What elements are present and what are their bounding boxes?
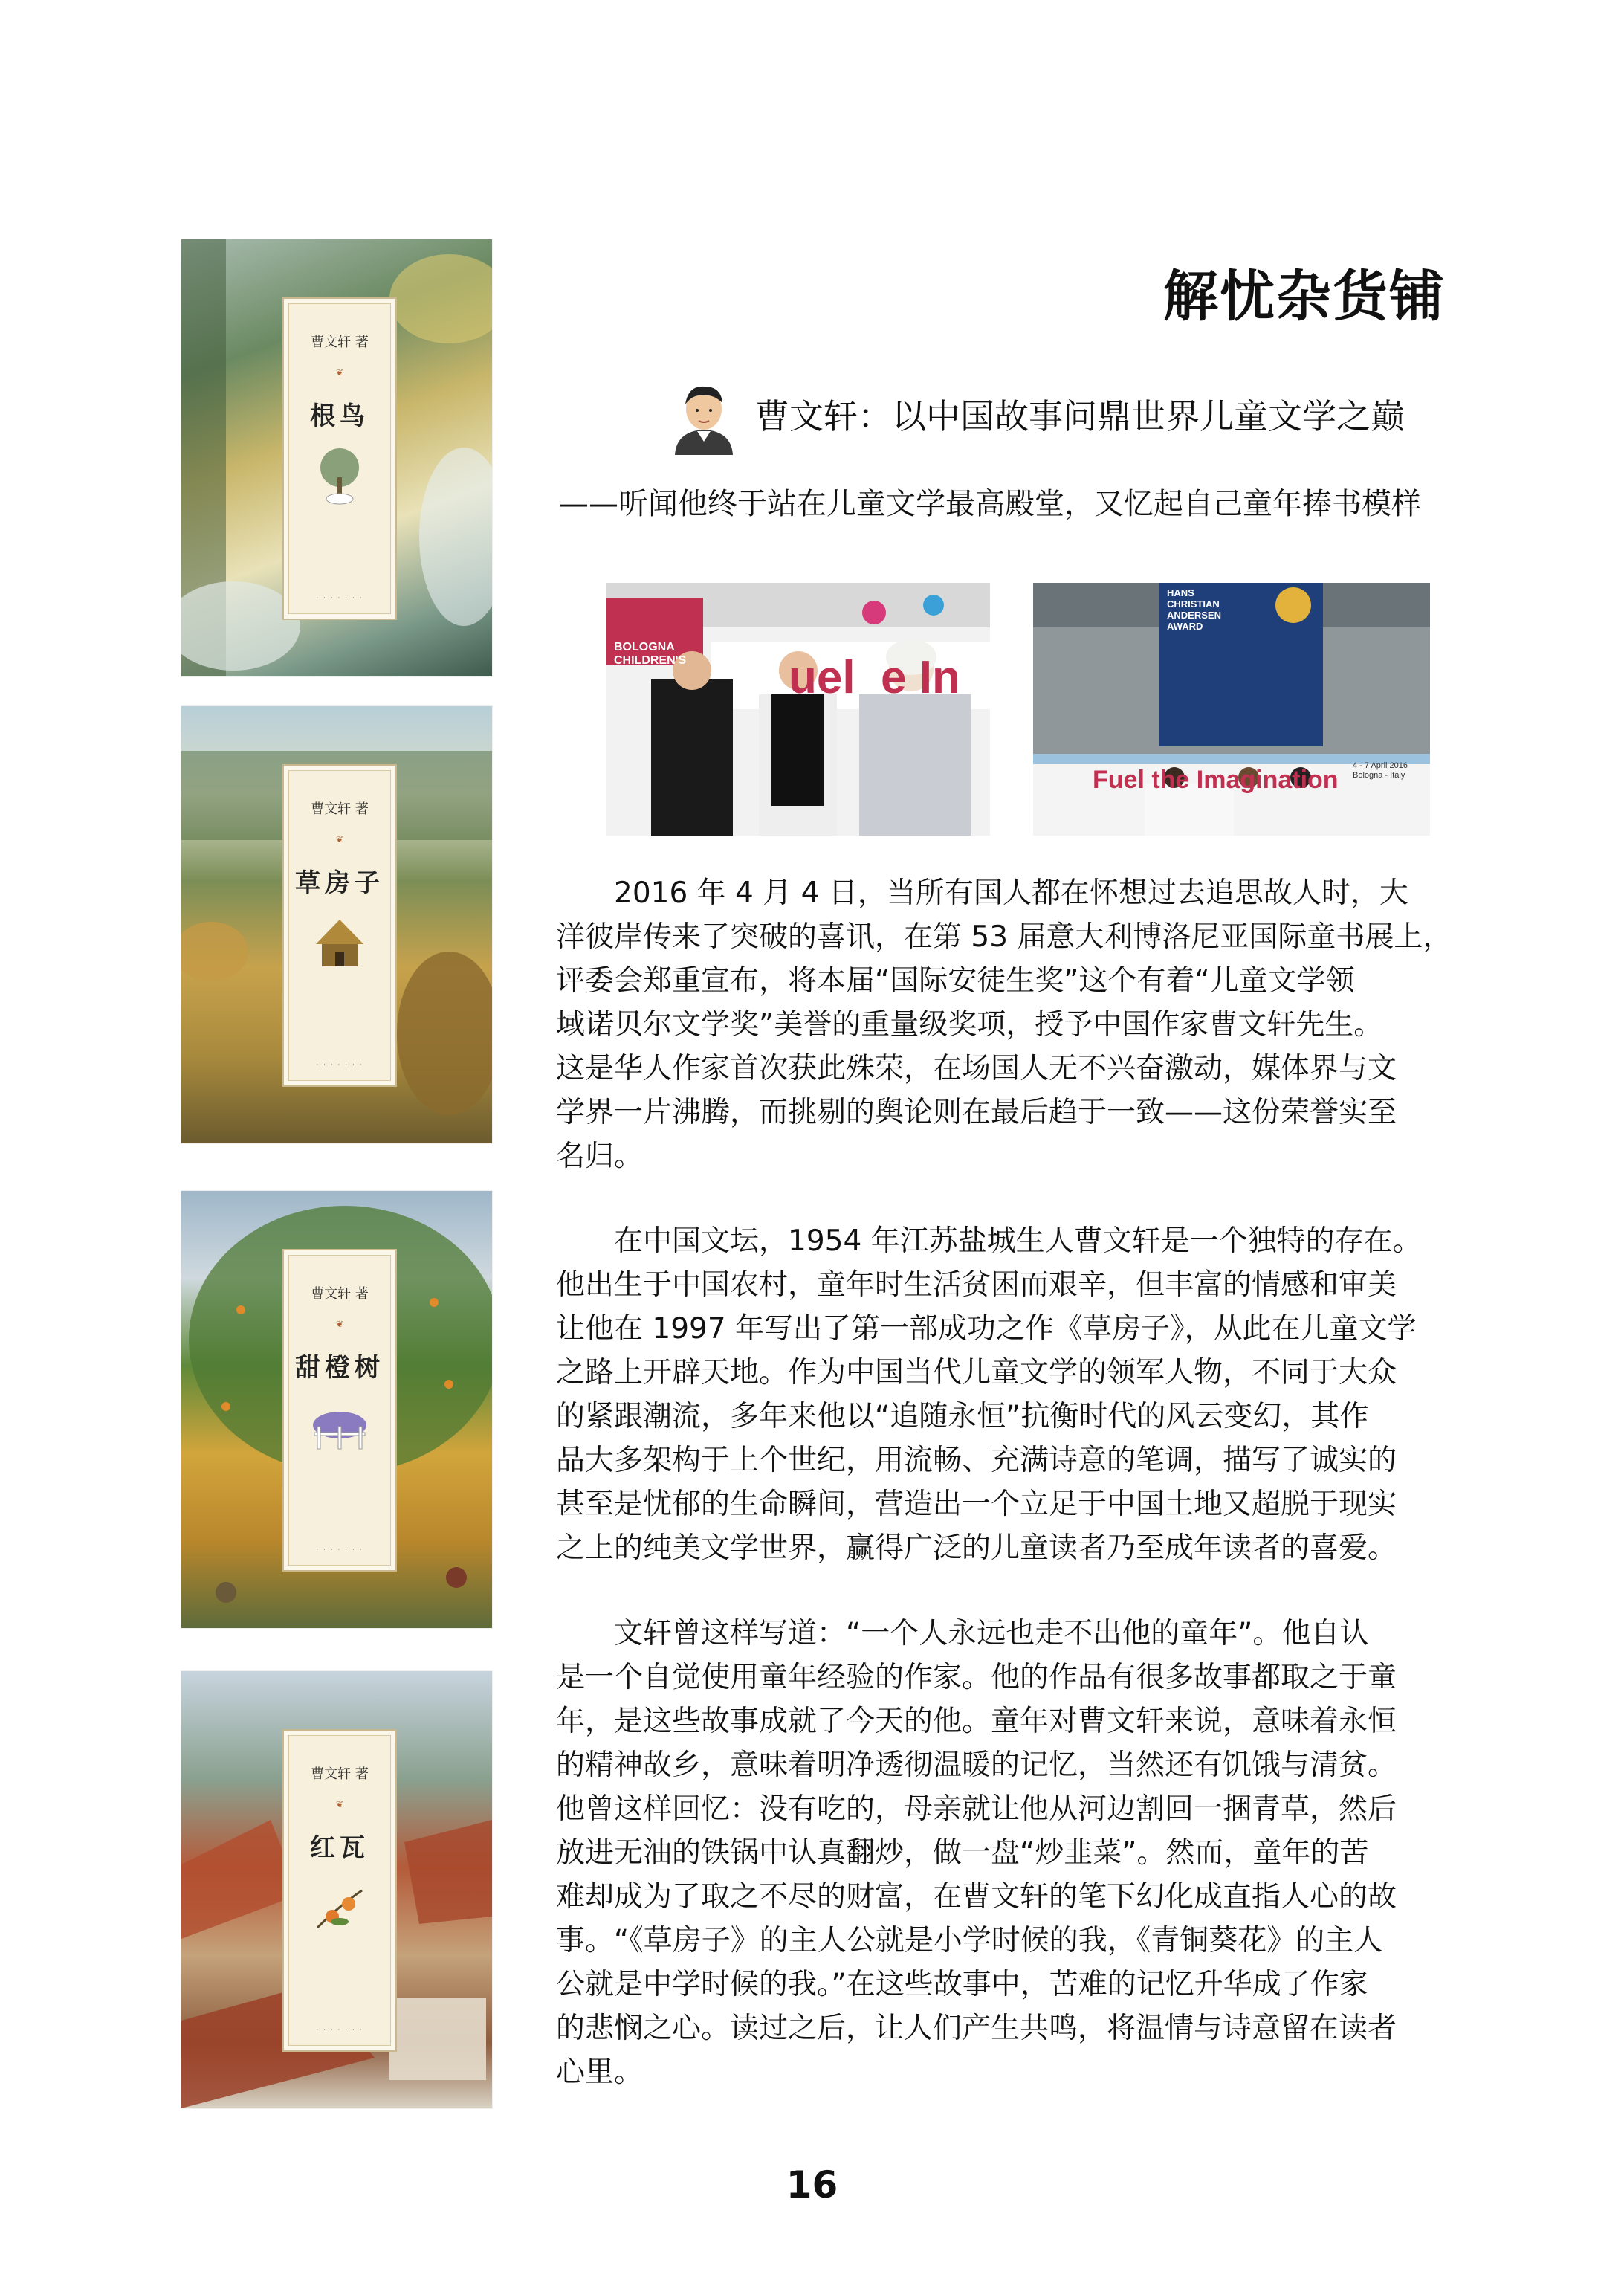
- text-line: 的悲悯之心。读过之后，让人们产生共鸣，将温情与诗意留在读者: [556, 2012, 1397, 2045]
- page-heading: 解忧杂货铺: [1163, 265, 1446, 329]
- publisher-mark: · · · · · · ·: [316, 1546, 363, 1554]
- cover-panel: [282, 297, 397, 620]
- text-line: 的精神故乡，意味着明净透彻温暖的记忆，当然还有饥饿与清贫。: [556, 1748, 1397, 1782]
- book-cover-cao-fang-zi: [181, 706, 492, 1143]
- page-number: 16: [786, 2163, 838, 2206]
- paragraph-3: [556, 1612, 1470, 2094]
- text-line: 品大多架构于上个世纪，用流畅、充满诗意的笔调，描写了诚实的: [556, 1444, 1397, 1477]
- text-line: 年，是这些故事成就了今天的他。童年对曹文轩来说，意味着永恒: [556, 1705, 1397, 1738]
- text-line: 放进无油的铁锅中认真翻炒，做一盘“炒韭菜”。然而，童年的苦: [556, 1836, 1369, 1870]
- text-line: 公就是中学时候的我。”在这些故事中，苦难的记忆升华成了作家: [556, 1968, 1368, 2001]
- photo-award-ceremony: [606, 583, 990, 836]
- publisher-mark: · · · · · · ·: [316, 1062, 363, 1069]
- place-line: Bologna - Italy: [1353, 771, 1405, 780]
- book-title: 红瓦: [310, 1833, 369, 1863]
- book-author: 曹文轩 著: [311, 1286, 369, 1302]
- text-line: 是一个自觉使用童年经验的作家。他的作品有很多故事都取之于童: [556, 1661, 1397, 1694]
- persimmon-branch-icon: [310, 1876, 369, 1943]
- book-title: 甜橙树: [295, 1353, 384, 1383]
- grass-hut-icon: [310, 911, 369, 978]
- book-cover-hong-wa: [181, 1671, 492, 2108]
- text-line: 事。“《草房子》的主人公就是小学时候的我，《青铜葵花》的主人: [556, 1924, 1383, 1957]
- stage-banner: Fuel the Imagination: [1093, 766, 1339, 794]
- text-line: 他出生于中国农村，童年时生活贫困而艰辛，但丰富的情感和审美: [556, 1268, 1397, 1302]
- text-line: 这是华人作家首次获此殊荣，在场国人无不兴奋激动，媒体界与文: [556, 1052, 1397, 1085]
- date-line: 4 - 7 April 2016: [1353, 761, 1408, 770]
- book-author: 曹文轩 著: [311, 1766, 369, 1782]
- article-subtitle: ——听闻他终于站在儿童文学最高殿堂，又忆起自己童年捧书模样: [559, 487, 1421, 521]
- fair-sign: BOLOGNA CHILDREN'S: [614, 641, 687, 667]
- cover-panel: [282, 1729, 397, 2052]
- award-line: HANS: [1167, 587, 1194, 598]
- ornament-icon: ❦: [335, 367, 344, 378]
- author-portrait: [669, 378, 739, 455]
- paragraph-1: [556, 871, 1470, 1178]
- stage-date: [1353, 761, 1408, 781]
- photo-illustration: [1033, 583, 1430, 836]
- photo-award-stage: [1033, 583, 1430, 836]
- book-title: 根鸟: [310, 401, 369, 431]
- photo-illustration: [606, 583, 990, 836]
- text-line: 他曾这样回忆：没有吃的，母亲就让他从河边割回一捆青草，然后: [556, 1792, 1397, 1826]
- publisher-mark: · · · · · · ·: [316, 595, 363, 602]
- text-line: 学界一片沸腾，而挑剔的舆论则在最后趋于一致——这份荣誉实至: [556, 1096, 1397, 1129]
- book-cover-gen-niao: [181, 239, 492, 676]
- text-line: 洋彼岸传来了突破的喜讯，在第 53 届意大利博洛尼亚国际童书展上，: [556, 920, 1452, 954]
- text-line: 的紧跟潮流，多年来他以“追随永恒”抗衡时代的风云变幻，其作: [556, 1400, 1369, 1433]
- book-title: 草房子: [295, 868, 384, 898]
- fair-banner: uel e In: [789, 652, 960, 703]
- text-line: 之路上开辟天地。作为中国当代儿童文学的领军人物，不同于大众: [556, 1356, 1397, 1389]
- text-line: 评委会郑重宣布，将本届“国际安徒生奖”这个有着“儿童文学领: [556, 964, 1355, 998]
- text-line: 甚至是忧郁的生命瞬间，营造出一个立足于中国土地又超脱于现实: [556, 1488, 1397, 1521]
- ornament-icon: ❦: [335, 1799, 344, 1809]
- tree-horse-icon: [310, 444, 369, 511]
- award-sign: [1167, 587, 1221, 632]
- text-line: 文轩曾这样写道：“一个人永远也走不出他的童年”。他自认: [556, 1617, 1369, 1650]
- text-line: 之上的纯美文学世界，赢得广泛的儿童读者乃至成年读者的喜爱。: [556, 1531, 1397, 1565]
- book-author: 曹文轩 著: [311, 801, 369, 817]
- flower-fence-icon: [310, 1395, 369, 1462]
- text-line: 心里。: [556, 2056, 644, 2089]
- text-line: 难却成为了取之不尽的财富，在曹文轩的笔下幻化成直指人心的故: [556, 1880, 1397, 1914]
- award-line: AWARD: [1167, 621, 1203, 632]
- ornament-icon: ❦: [335, 834, 344, 845]
- publisher-mark: · · · · · · ·: [316, 2027, 363, 2034]
- paragraph-2: [556, 1219, 1470, 1570]
- cover-panel: [282, 764, 397, 1087]
- ornament-icon: ❦: [335, 1319, 344, 1329]
- text-line: 域诺贝尔文学奖”美誉的重量级奖项，授予中国作家曹文轩先生。: [556, 1008, 1383, 1042]
- book-cover-tian-cheng-shu: [181, 1191, 492, 1628]
- text-line: 在中国文坛，1954 年江苏盐城生人曹文轩是一个独特的存在。: [556, 1224, 1422, 1258]
- text-line: 2016 年 4 月 4 日，当所有国人都在怀想过去追思故人时，大: [556, 876, 1408, 910]
- award-line: ANDERSEN: [1167, 610, 1221, 621]
- text-line: 让他在 1997 年写出了第一部成功之作《草房子》，从此在儿童文学: [556, 1312, 1417, 1346]
- award-line: CHRISTIAN: [1167, 598, 1220, 610]
- text-line: 名归。: [556, 1140, 644, 1173]
- book-author: 曹文轩 著: [311, 335, 369, 350]
- article-title: 曹文轩：以中国故事问鼎世界儿童文学之巅: [755, 396, 1405, 436]
- cover-panel: [282, 1249, 397, 1572]
